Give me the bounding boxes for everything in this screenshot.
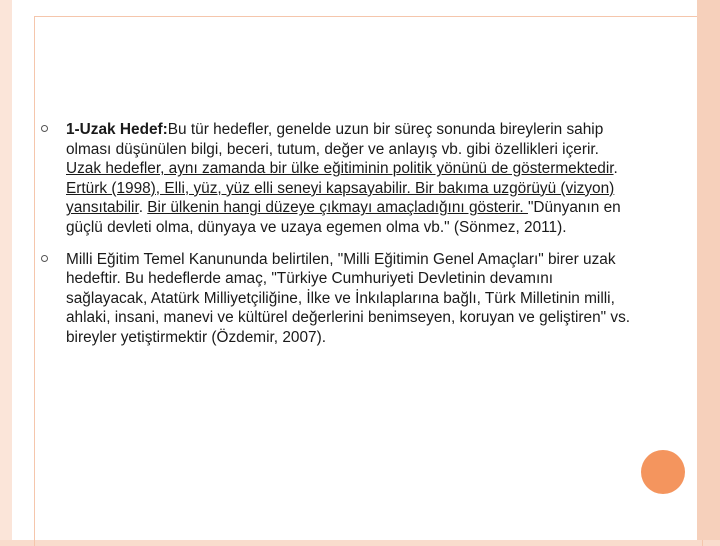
separator: .	[138, 199, 148, 217]
quote-sonmez: "Dünyanın en güçlü devleti olma, dünyaya ve uzaya egemen olma vb." (Sönmez, 2011).	[66, 199, 621, 236]
bullet-uzak-hedef	[40, 120, 635, 238]
left-edge-band	[0, 0, 12, 540]
slide-content	[40, 120, 635, 360]
underlined-politik: Uzak hedefler, aynı zamanda bir ülke eğitiminin politik yönünü de göstermektedir	[66, 160, 614, 178]
term-uzak-hedef: 1-Uzak Hedef:	[66, 121, 168, 138]
definition-text: Bu tür hedefler, genelde uzun bir süreç sonunda bireylerin sahip olması düşünülen bilgi, beceri, tutum, değer ve anlayış vb. gibi özellikleri içerir.	[66, 121, 604, 158]
underlined-erturk: Ertürk (1998), Elli, yüz, yüz elli seneyi kapsayabilir. Bir bakıma uzgörüyü (vizyon) yansıtabilir	[66, 179, 615, 217]
milli-egitim-text: Milli Eğitim Temel Kanununda belirtilen, "Milli Eğitimin Genel Amaçları" birer uzak hedeftir. Bu hedeflerde amaç, "Türkiye Cumhuriyeti Devletinin devamını sağlayacak, Atatürk Milliyetçiliğine, İlke ve İnkılaplarına bağlı, Türk Milletinin milli, ahlaki, insani, manevi ve kültürel değerlerini benimseyen, koruyan ve geliştiren" vs. bireyler yetiştirmektir (Özdemir, 2007).	[66, 250, 631, 346]
bullet-circle-icon	[41, 125, 48, 132]
bullet-circle-icon	[41, 255, 48, 262]
right-decorative-strip	[697, 0, 720, 540]
separator: .	[613, 160, 618, 178]
underlined-ulke-duzey: Bir ülkenin hangi düzeye çıkmayı amaçladığını gösterir.	[147, 199, 528, 217]
bullet-milli-egitim	[40, 250, 635, 348]
accent-circle	[641, 450, 685, 494]
